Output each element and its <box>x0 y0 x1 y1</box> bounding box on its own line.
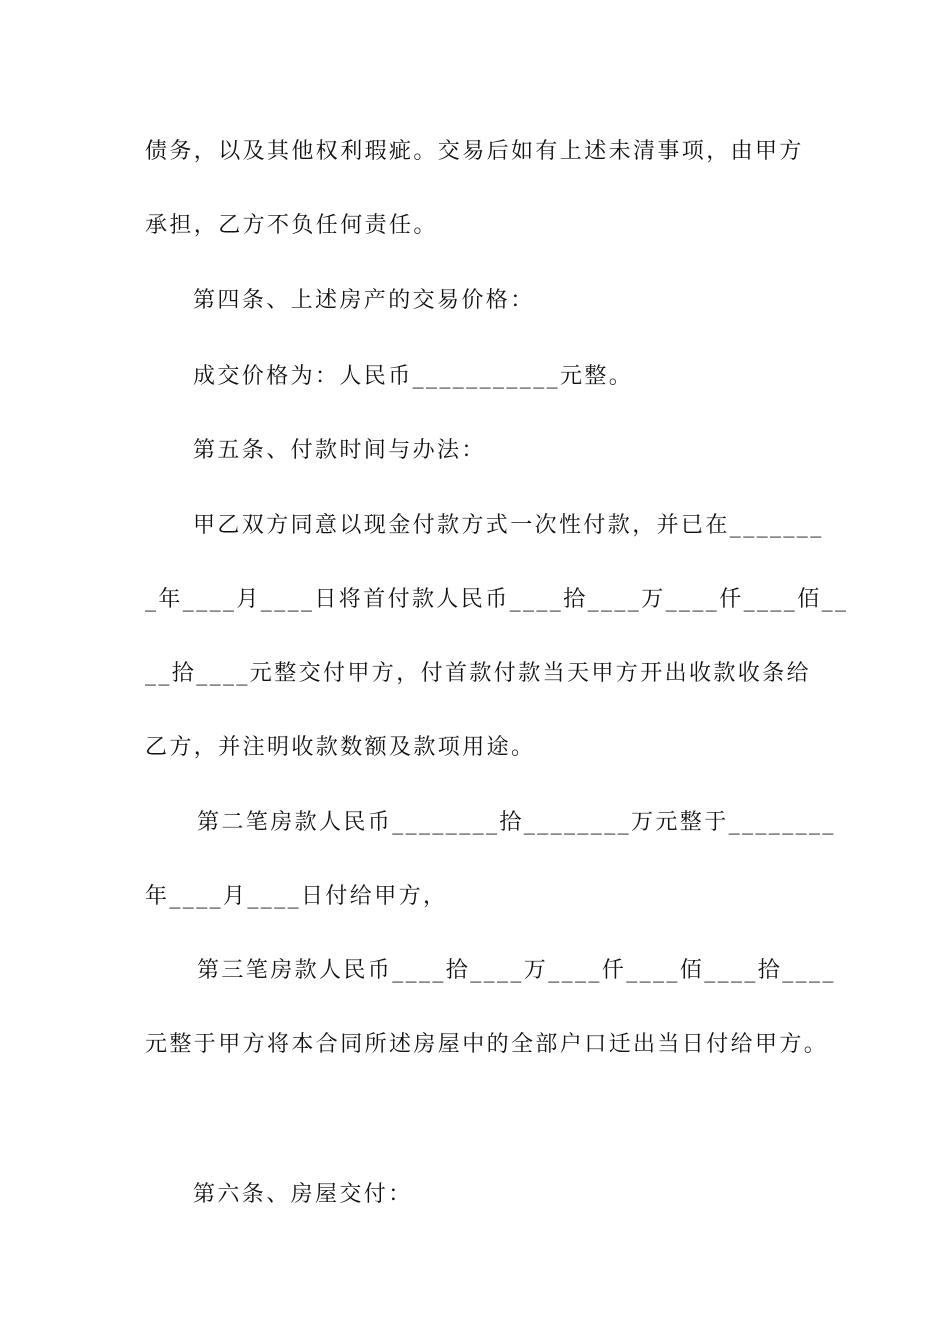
price-line: 成交价格为：人民币___________元整。 <box>193 364 634 389</box>
third-payment-line-1: 第三笔房款人民币____拾____万____仟____佰____拾____ <box>197 958 836 983</box>
paragraph-line-1: 债务，以及其他权利瑕疵。交易后如有上述未清事项，由甲方 <box>145 139 804 164</box>
payment-line-3: __拾____元整交付甲方，付首款付款当天甲方开出收款收条给 <box>145 661 812 686</box>
payment-line-2: _年____月____日将首付款人民币____拾____万____仟____佰__ <box>145 587 849 612</box>
second-payment-line-2: 年____月____日付给甲方， <box>145 884 448 909</box>
article-5-heading: 第五条、付款时间与办法： <box>193 438 486 463</box>
article-6-heading: 第六条、房屋交付： <box>193 1182 413 1207</box>
payment-line-1: 甲乙双方同意以现金付款方式一次性付款，并已在_______ <box>193 513 824 538</box>
paragraph-line-2: 承担，乙方不负任何责任。 <box>145 213 438 238</box>
second-payment-line-1: 第二笔房款人民币________拾________万元整于________ <box>197 810 836 835</box>
payment-line-4: 乙方，并注明收款数额及款项用途。 <box>145 735 536 760</box>
third-payment-line-2: 元整于甲方将本合同所述房屋中的全部户口迁出当日付给甲方。 <box>145 1032 829 1057</box>
article-4-heading: 第四条、上述房产的交易价格： <box>193 288 535 313</box>
